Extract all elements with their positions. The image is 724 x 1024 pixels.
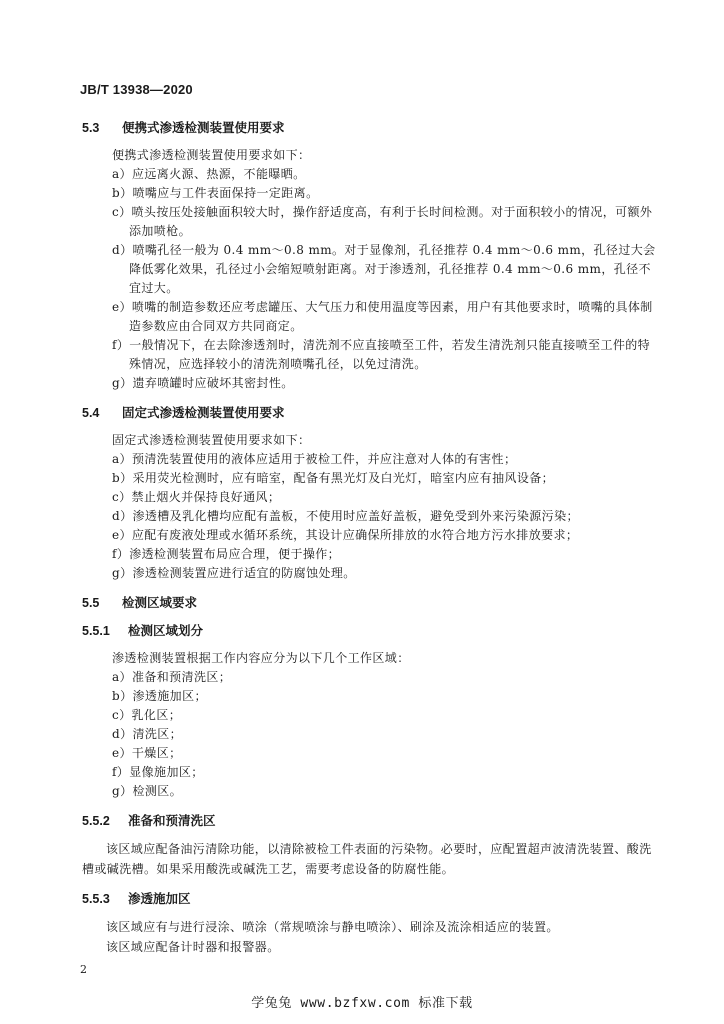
list-item: d）渗透槽及乳化槽均应配有盖板，不使用时应盖好盖板，避免受到外来污染源污染； <box>112 509 579 523</box>
list-item: b）喷嘴应与工件表面保持一定距离。 <box>112 186 319 200</box>
section-paragraph: 该区域应有与进行浸涂、喷涂（常规喷涂与静电喷涂）、刷涂及流涂相适应的装置。 <box>106 920 559 934</box>
section-title: 便携式渗透检测装置使用要求 <box>122 121 285 135</box>
section-number: 5.3 <box>82 121 100 135</box>
section-title: 检测区域划分 <box>128 624 204 638</box>
list-item: b）渗透施加区； <box>112 689 207 703</box>
list-item: f）显像施加区； <box>112 765 204 779</box>
list-item: c）乳化区； <box>112 708 182 722</box>
list-item: d）清洗区； <box>112 727 183 741</box>
section-paragraph: 该区域应配备计时器和报警器。 <box>106 940 280 954</box>
section-title: 固定式渗透检测装置使用要求 <box>122 406 285 420</box>
section-title: 检测区域要求 <box>122 596 198 610</box>
list-item: a）应远离火源、热源，不能曝晒。 <box>112 167 306 181</box>
section-paragraph: 该区域应配备油污清除功能，以清除被检工件表面的污染物。必要时，应配置超声波清洗装置、酸洗槽或碱洗槽。如果采用酸洗或碱洗工艺，需要考虑设备的防腐性能。 <box>82 842 652 876</box>
page-number: 2 <box>80 963 87 976</box>
section-heading-5-5-3 <box>82 889 662 909</box>
section-heading-5-5-2 <box>82 811 662 831</box>
list-item: c）喷头按压处接触面积较大时，操作舒适度高，有利于长时间检测。对于面积较小的情况，可额外添加喷枪。 <box>112 205 653 238</box>
list-item: g）检测区。 <box>112 784 183 798</box>
section-title: 准备和预清洗区 <box>128 814 216 828</box>
section-intro: 渗透检测装置根据工作内容应分为以下几个工作区域： <box>112 651 410 665</box>
list-item: e）喷嘴的制造参数还应考虑罐压、大气压力和使用温度等因素，用户有其他要求时，喷嘴的具体制造参数应由合同双方共同商定。 <box>112 300 653 333</box>
document-code: JB/T 13938—2020 <box>80 82 193 97</box>
list-item: a）预清洗装置使用的液体应适用于被检工件，并应注意对人体的有害性； <box>112 452 517 466</box>
footer-watermark: 学兔兔 www.bzfxw.com 标准下载 <box>251 996 473 1011</box>
section-number: 5.5.1 <box>82 624 110 638</box>
list-item: b）采用荧光检测时，应有暗室，配备有黑光灯及白光灯，暗室内应有抽风设备； <box>112 471 555 485</box>
section-number: 5.4 <box>82 406 100 420</box>
document-body <box>82 118 662 957</box>
section-heading-5-4 <box>82 403 662 423</box>
list-item: d）喷嘴孔径一般为 0.4 mm～0.8 mm。对于显像剂，孔径推荐 0.4 mm～0.6 mm，孔径过大会降低雾化效果，孔径过小会缩短喷射距离。对于渗透剂，孔径推荐 0.4 mm～0.6 mm，孔径不宜过大。 <box>112 243 656 295</box>
list-item: c）禁止烟火并保持良好通风； <box>112 490 281 504</box>
section-number: 5.5.2 <box>82 814 110 828</box>
section-intro: 固定式渗透检测装置使用要求如下： <box>112 433 311 447</box>
list-item: a）准备和预清洗区； <box>112 670 232 684</box>
section-heading-5-3 <box>82 118 662 138</box>
section-title: 渗透施加区 <box>128 892 191 906</box>
section-number: 5.5 <box>82 596 100 610</box>
list-item: g）遗弃喷罐时应破坏其密封性。 <box>112 376 294 390</box>
list-item: f）一般情况下，在去除渗透剂时，清洗剂不应直接喷至工件，若发生清洗剂只能直接喷至工件的特殊情况，应选择较小的清洗剂喷嘴孔径，以免过清洗。 <box>112 338 651 371</box>
section-heading-5-5-1 <box>82 621 662 641</box>
section-heading-5-5 <box>82 593 662 613</box>
list-item: g）渗透检测装置应进行适宜的防腐蚀处理。 <box>112 566 356 580</box>
list-item: e）干燥区； <box>112 746 182 760</box>
section-number: 5.5.3 <box>82 892 110 906</box>
list-item: f）渗透检测装置布局应合理，便于操作； <box>112 547 341 561</box>
section-intro: 便携式渗透检测装置使用要求如下： <box>112 148 311 162</box>
list-item: e）应配有废液处理或水循环系统，其设计应确保所排放的水符合地方污水排放要求； <box>112 528 579 542</box>
